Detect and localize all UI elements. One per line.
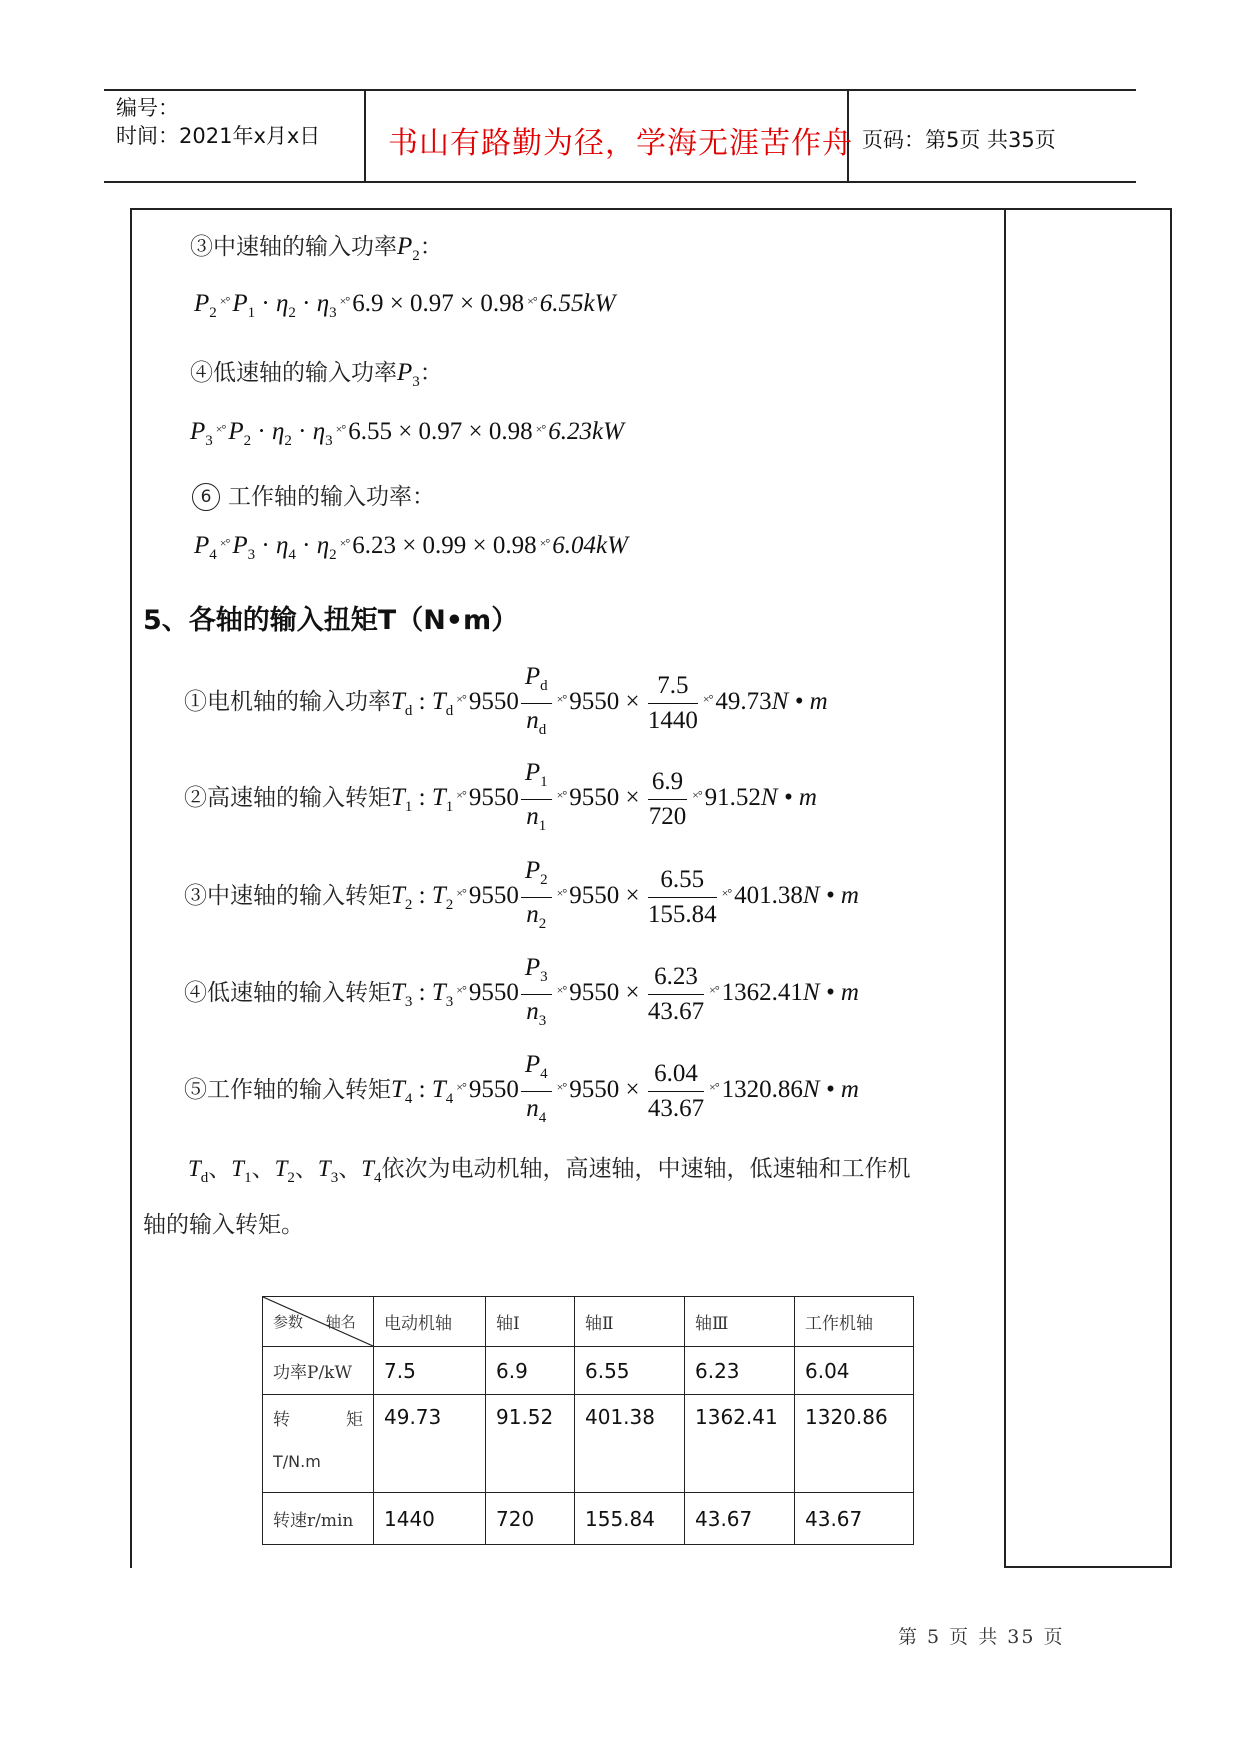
frame-inner-right — [1004, 208, 1006, 1568]
column-header: 轴Ⅰ — [486, 1297, 575, 1347]
table-cell: 1320.86 — [795, 1395, 914, 1493]
table-row — [263, 1493, 914, 1545]
t3-line: ④低速轴的输入转矩$T_3$ : $T_3^{\times^\circ}$ 9550 $\frac{P_3}{n_3}$ ×° 9550 × $\frac{6.23}{43.67}$ ×° 1362.41N • m — [184, 954, 859, 1029]
p2-intro: ③中速轴的输入功率$P_2$： — [190, 233, 443, 264]
column-header: 电动机轴 — [374, 1297, 486, 1347]
circled-number: 6 — [192, 483, 220, 511]
p3-equation: $P_3^{\times^\circ}$ $P_2 \cdot \eta_2 \cdot \eta_3^{\times^\circ}$ 6.55 × 0.97 × 0.98 ×° 6.23kW — [190, 418, 624, 449]
row-label: 转速r/min — [263, 1493, 374, 1545]
frame-top — [130, 208, 1172, 210]
row-label: 功率P/kW — [263, 1347, 374, 1395]
table-cell: 91.52 — [486, 1395, 575, 1493]
serial-label: 编号： — [116, 96, 179, 120]
shaft-parameter-table — [262, 1296, 914, 1545]
frame-outer-right — [1170, 208, 1172, 1568]
table-cell: 6.55 — [575, 1347, 685, 1395]
table-cell: 1362.41 — [685, 1395, 795, 1493]
table-corner-cell: 参数 轴名 — [263, 1297, 374, 1347]
t1-line: ②高速轴的输入转矩$T_1$ : $T_1^{\times^\circ}$ 9550 $\frac{P_1}{n_1}$ ×° 9550 × $\frac{6.9}{720}$ ×° 91.52N • m — [184, 759, 817, 834]
header-top-rule — [104, 89, 1136, 91]
page-footer: 第 5 页 共 35 页 — [898, 1626, 1065, 1648]
t4-line: ⑤工作轴的输入转矩$T_4$ : $T_4^{\times^\circ}$ 9550 $\frac{P_4}{n_4}$ ×° 9550 × $\frac{6.04}{43.67}$ ×° 1320.86N • m — [184, 1051, 859, 1126]
header-divider-left — [364, 90, 366, 182]
table-cell: 155.84 — [575, 1493, 685, 1545]
column-header: 工作机轴 — [795, 1297, 914, 1347]
table-cell: 1440 — [374, 1493, 486, 1545]
td-line: ①电机轴的输入功率$T_d$ : $T_d^{\times^\circ}$ 9550 $\frac{P_d}{n_d}$ ×° 9550 × $\frac{7.5}{1440}$ ×° 49.73N • m — [184, 663, 828, 738]
summary-line-2: 轴的输入转矩。 — [143, 1212, 304, 1238]
frame-bottom-right — [1004, 1566, 1172, 1568]
table-cell: 6.23 — [685, 1347, 795, 1395]
section5-title: 5、各轴的输入扭矩T（N•m） — [143, 605, 519, 636]
row-label: 转 矩 T/N.m — [263, 1395, 374, 1493]
header-bottom-rule — [104, 181, 1136, 183]
table-header-row — [263, 1297, 914, 1347]
table-cell: 401.38 — [575, 1395, 685, 1493]
t2-line: ③中速轴的输入转矩$T_2$ : $T_2^{\times^\circ}$ 9550 $\frac{P_2}{n_2}$ ×° 9550 × $\frac{6.55}{155.84}$ ×° 401.38N • m — [184, 857, 859, 932]
table-row — [263, 1347, 914, 1395]
column-header: 轴Ⅲ — [685, 1297, 795, 1347]
header-motto: 书山有路勤为径，学海无涯苦作舟 — [388, 126, 853, 161]
table-cell: 43.67 — [795, 1493, 914, 1545]
p4-intro: 6 工作轴的输入功率： — [192, 478, 435, 511]
p2-equation: $P_2^{\times^\circ}$ $P_1 \cdot \eta_2 \cdot \eta_3^{\times^\circ}$ 6.9 × 0.97 × 0.98 ×° 6.55kW — [194, 290, 616, 321]
table-cell: 720 — [486, 1493, 575, 1545]
time-label: 时间：2021年x月x日 — [116, 124, 321, 148]
table-cell: 7.5 — [374, 1347, 486, 1395]
table-cell: 6.9 — [486, 1347, 575, 1395]
summary-line-1: $T_d$、$T_1$、$T_2$、$T_3$、$T_4$依次为电动机轴，高速轴，中速轴，低速轴和工作机 — [188, 1156, 911, 1186]
frame-left — [130, 208, 132, 1568]
table-cell: 43.67 — [685, 1493, 795, 1545]
table-row — [263, 1395, 914, 1493]
table-cell: 49.73 — [374, 1395, 486, 1493]
p4-equation: $P_4^{\times^\circ}$ $P_3 \cdot \eta_4 \cdot \eta_2^{\times^\circ}$ 6.23 × 0.99 × 0.98 ×° 6.04kW — [194, 532, 628, 563]
p3-intro: ④低速轴的输入功率$P_3$： — [190, 359, 443, 390]
table-cell: 6.04 — [795, 1347, 914, 1395]
column-header: 轴Ⅱ — [575, 1297, 685, 1347]
page-label: 页码：第5页 共35页 — [862, 128, 1056, 152]
